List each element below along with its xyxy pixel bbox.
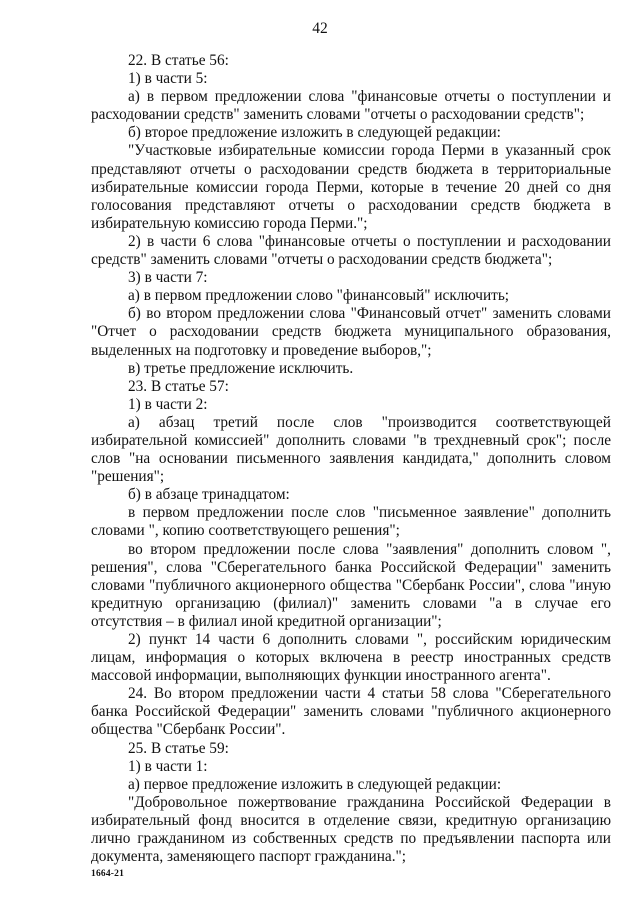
paragraph-part-7-item-v: в) третье предложение исключить.: [128, 359, 354, 377]
paragraph-part-2-item-b: б) в абзаце тринадцатом:: [128, 486, 290, 504]
paragraph-part-6: 2) в части 6 слова "финансовые отчеты о поступлении и расходовании средств" заменить словами "отчеты о расходовании средств бюджета";: [91, 232, 611, 269]
paragraph-item-a-first-sentence: а) в первом предложении слова "финансовые отчеты о поступлении и расходовании средств" заменить словами "отчеты о расходовании средств";: [91, 88, 611, 124]
paragraph-second-sentence-addition: во втором предложении после слова "заявления" дополнить словом ", решения", слова "Сберегательного банка Российской Федерации" заменить словами "публичного акционерного общества "Сбербанк России", слова "иную кредитную организацию (филиал)" заменить словами "а в случае его отсутствия – в филиал иной кредитной организации";: [91, 540, 611, 630]
paragraph-part-7-item-a: а) в первом предложении слово "финансовый" исключить;: [128, 287, 510, 305]
paragraph-article-56-heading: 22. В статье 56:: [128, 52, 229, 69]
paragraph-part-2-heading: 1) в части 2:: [128, 395, 208, 413]
paragraph-part-2-item-a: а) абзац третий после слов "производится соответствующей избирательной комиссией" дополнить словами "в трехдневный срок"; после слов "на основании письменного заявления кандидата," дополнить словом "решения";: [91, 413, 611, 486]
paragraph-part-1-item-a: а) первое предложение изложить в следующей редакции:: [128, 775, 502, 793]
paragraph-point-14-part-6: 2) пункт 14 части 6 дополнить словами ", российским юридическим лицам, информация о которых включена в реестр иностранных средств массовой информации, выполняющих функции иностранного агента".: [91, 631, 611, 685]
paragraph-part-7-item-b: б) во втором предложении слова "Финансовый отчет" заменить словами "Отчет о расходовании средств бюджета муниципального образования, выделенных на подготовку и проведение выборов,";: [91, 305, 611, 359]
page-number: 42: [312, 20, 328, 37]
paragraph-item-b-second-sentence: б) второе предложение изложить в следующей редакции:: [128, 124, 501, 142]
paragraph-article-59-heading: 25. В статье 59:: [128, 739, 229, 757]
paragraph-first-sentence-addition: в первом предложении после слов "письменное заявление" дополнить словами ", копию соответствующего решения";: [91, 504, 611, 540]
paragraph-quoted-donation-text: "Добровольное пожертвование гражданина Российской Федерации в избирательный фонд вносится в отделение связи, кредитную организацию лично гражданином из собственных средств по предъявлении паспорта или документа, заменяющего паспорт гражданина.";: [91, 793, 611, 866]
paragraph-article-57-heading: 23. В статье 57:: [128, 377, 229, 395]
paragraph-part-5-heading: 1) в части 5:: [128, 70, 208, 88]
document-body: [91, 52, 611, 866]
paragraph-quoted-new-text: "Участковые избирательные комиссии города Перми в указанный срок представляют отчеты о расходовании средств бюджета в территориальные избирательные комиссии города Перми, которые в течение 20 дней со дня голосования представляют отчеты о расходовании средств бюджета в избирательную комиссию города Перми.";: [91, 142, 611, 232]
footer-document-code: 1664-21: [91, 869, 125, 879]
paragraph-part-7-heading: 3) в части 7:: [128, 269, 208, 287]
paragraph-article-58-change: 24. Во втором предложении части 4 статьи 58 слова "Сберегательного банка Российской Федерации" заменить словами "публичного акционерного общества "Сбербанк России".: [91, 685, 611, 739]
paragraph-part-1-heading: 1) в части 1:: [128, 757, 208, 775]
